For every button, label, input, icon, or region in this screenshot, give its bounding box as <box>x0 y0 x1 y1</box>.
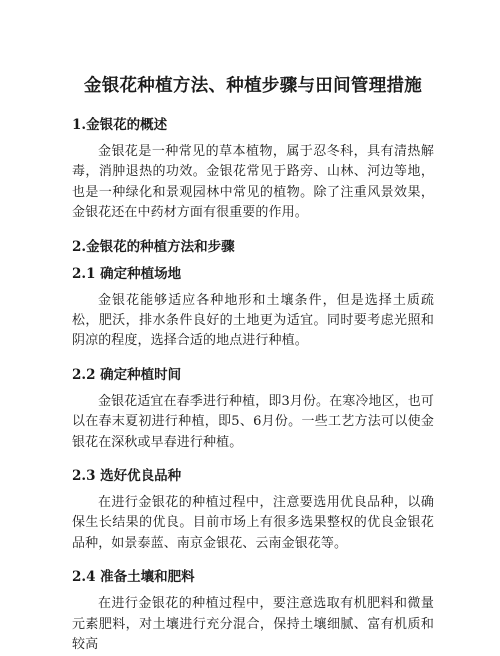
subsection-heading: 2.1 确定种植场地 <box>72 265 182 282</box>
subsection-heading: 2.4 准备土壤和肥料 <box>72 569 195 586</box>
subsection-heading: 2.3 选好优良品种 <box>72 468 182 485</box>
section-paragraph: 在进行金银花的种植过程中，要注意选取有机肥料和微量元素肥料，对土壤进行充分混合，保持土壤细腻、富有机质和较高 <box>72 596 434 653</box>
section-methods <box>72 237 434 257</box>
section-variety <box>72 466 434 554</box>
section-heading: 2.金银花的种植方法和步骤 <box>72 238 235 255</box>
section-time <box>72 365 434 453</box>
section-overview <box>72 115 434 224</box>
section-site <box>72 264 434 352</box>
subsection-heading: 2.2 确定种植时间 <box>72 366 182 383</box>
section-soil <box>72 567 434 655</box>
section-paragraph: 金银花是一种常见的草本植物，属于忍冬科，具有清热解毒，消肿退热的功效。金银花常见于路旁、山林、河边等地，也是一种绿化和景观园林中常见的植物。除了注重风景效果，金银花还在中药材方面有很重要的作用。 <box>72 144 434 221</box>
section-paragraph: 金银花能够适应各种地形和土壤条件，但是选择土质疏松，肥沃，排水条件良好的土地更为适宜。同时要考虑光照和阴凉的程度，选择合适的地点进行种植。 <box>72 292 434 349</box>
document-title: 金银花种植方法、种植步骤与田间管理措施 <box>83 76 423 96</box>
section-heading: 1.金银花的概述 <box>72 117 168 133</box>
section-paragraph: 在进行金银花的种植过程中，注意要选用优良品种，以确保生长结果的优良。目前市场上有很多选果整权的优良金银花品种，如景泰蓝、南京金银花、云南金银花等。 <box>72 495 434 551</box>
section-paragraph: 金银花适宜在春季进行种植，即3月份。在寒冷地区，也可以在春末夏初进行种植，即5、6月份。一些工艺方法可以使金银花在深秋或早春进行种植。 <box>72 393 434 450</box>
